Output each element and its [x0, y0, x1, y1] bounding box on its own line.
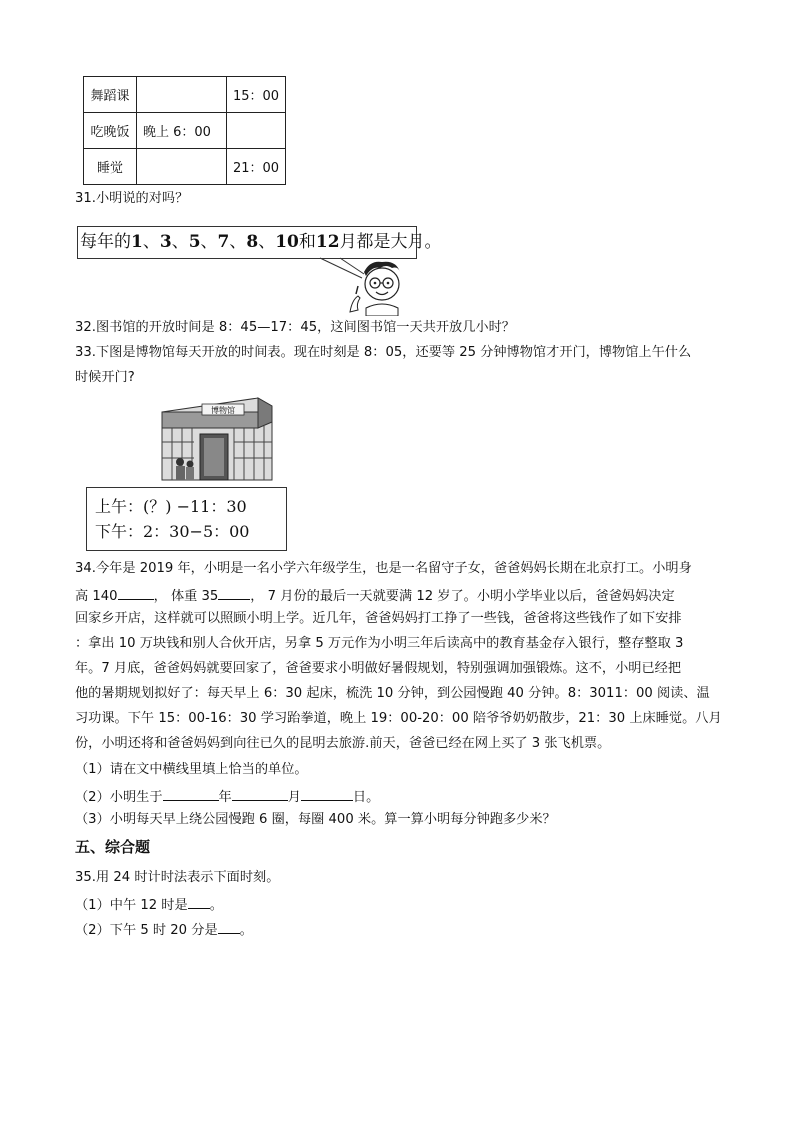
question-35-sub2: [75, 920, 253, 939]
table-row: [84, 113, 286, 149]
bubble-text: 和: [298, 232, 316, 252]
end-time-cell: 15：00: [227, 77, 286, 113]
boy-illustration: [300, 256, 420, 316]
bubble-number: 5: [188, 232, 201, 252]
end-time-cell: 21：00: [227, 149, 286, 185]
birth-month-blank[interactable]: [232, 787, 288, 801]
question-34-line6: 他的暑期规划拟好了：每天早上 6：30 起床，梳洗 10 分钟，到公园慢跑 40 分钟。8：3011：00 阅读、温: [75, 686, 710, 701]
bubble-text: 每年的: [80, 232, 131, 252]
question-34-line4: ：拿出 10 万块钱和别人合伙开店，另拿 5 万元作为小明三年后读高中的教育基金存入银行，整存整取 3: [75, 636, 684, 651]
bubble-number: 1: [131, 232, 143, 252]
birth-day-blank[interactable]: [301, 787, 353, 801]
text-segment: 月: [287, 790, 301, 805]
activity-cell: 吃晚饭: [84, 113, 137, 149]
noon-answer-blank[interactable]: [188, 895, 210, 909]
start-time-cell: [137, 77, 227, 113]
question-33-line2: 时候开门?: [75, 370, 135, 385]
height-unit-blank[interactable]: [118, 586, 154, 600]
text-segment: 。: [209, 898, 223, 913]
question-34-sub3: （3）小明每天早上绕公园慢跑 6 圈，每圈 400 米。算一算小明每分钟跑多少米？: [75, 812, 556, 827]
end-time-cell: [227, 113, 286, 149]
text-segment: ， 7 月份的最后一天就要满 12 岁了。小明小学毕业以后，爸爸妈妈决定: [250, 589, 675, 604]
bubble-sep: 、: [171, 232, 189, 252]
afternoon-answer-blank[interactable]: [218, 920, 240, 934]
opening-hours-box: [86, 487, 287, 551]
question-32: 32.图书馆的开放时间是 8：45—17：45，这间图书馆一天共开放几小时？: [75, 320, 515, 335]
question-35-sub1: [75, 895, 223, 914]
bubble-number: 8: [246, 232, 259, 252]
question-34-sub1: （1）请在文中横线里填上恰当的单位。: [75, 762, 308, 777]
text-segment: ， 体重 35: [153, 589, 219, 604]
question-34-sub2: [75, 787, 379, 806]
weight-unit-blank[interactable]: [218, 586, 250, 600]
table-row: [84, 77, 286, 113]
start-time-cell: [137, 149, 227, 185]
afternoon-hours: 下午：2：30−5：00: [95, 522, 250, 541]
birth-year-blank[interactable]: [163, 787, 219, 801]
text-segment: 。: [239, 923, 253, 938]
bubble-number: 10: [275, 232, 299, 252]
section-heading: 五、综合题: [75, 838, 151, 856]
bubble-sep: 、: [258, 232, 276, 252]
activity-cell: 睡觉: [84, 149, 137, 185]
museum-illustration: [150, 392, 286, 484]
text-segment: （2）下午 5 时 20 分是: [75, 923, 218, 938]
morning-hours: 上午：(？) −11：30: [95, 497, 247, 516]
text-segment: （2）小明生于: [75, 790, 163, 805]
schedule-table: [83, 76, 286, 185]
question-34-line2: [75, 586, 675, 605]
text-segment: 高 140: [75, 589, 118, 604]
activity-cell: 舞蹈课: [84, 77, 137, 113]
bubble-sep: 、: [200, 232, 218, 252]
question-34-line7: 习功课。下午 15：00-16：30 学习跆拳道，晚上 19：00-20：00 陪爷爷奶奶散步，21：30 上床睡觉。八月: [75, 711, 722, 726]
question-33-line1: 33.下图是博物馆每天开放的时间表。现在时刻是 8：05，还要等 25 分钟博物馆才开门，博物馆上午什么: [75, 345, 692, 360]
question-31: 31.小明说的对吗？: [75, 191, 189, 206]
question-34-line8: 份，小明还将和爸爸妈妈到向往已久的昆明去旅游.前天，爸爸已经在网上买了 3 张飞机票。: [75, 736, 611, 751]
bubble-sep: 、: [142, 232, 160, 252]
question-34-line3: 回家乡开店，这样就可以照顾小明上学。近几年，爸爸妈妈打工挣了一些钱，爸爸将这些钱作了如下安排: [75, 611, 682, 626]
question-34-line5: 年。7 月底，爸爸妈妈就要回家了，爸爸要求小明做好暑假规划，特别强调加强锻炼。这不，小明已经把: [75, 661, 682, 676]
table-row: [84, 149, 286, 185]
question-35: 35.用 24 时计时法表示下面时刻。: [75, 870, 280, 885]
bubble-text: 月都是大月。: [339, 232, 442, 252]
bubble-number: 12: [315, 232, 340, 252]
text-segment: 年: [218, 790, 232, 805]
bubble-number: 3: [159, 232, 172, 252]
text-segment: 日。: [352, 790, 380, 805]
question-34-line1: 34.今年是 2019 年，小明是一名小学六年级学生，也是一名留守子女，爸爸妈妈长期在北京打工。小明身: [75, 561, 692, 576]
speech-bubble: [77, 226, 442, 259]
museum-sign: 博物馆: [211, 406, 235, 415]
bubble-sep: 、: [229, 232, 247, 252]
text-segment: （1）中午 12 时是: [75, 898, 188, 913]
bubble-number: 7: [217, 232, 230, 252]
start-time-cell: 晚上 6：00: [137, 113, 227, 149]
